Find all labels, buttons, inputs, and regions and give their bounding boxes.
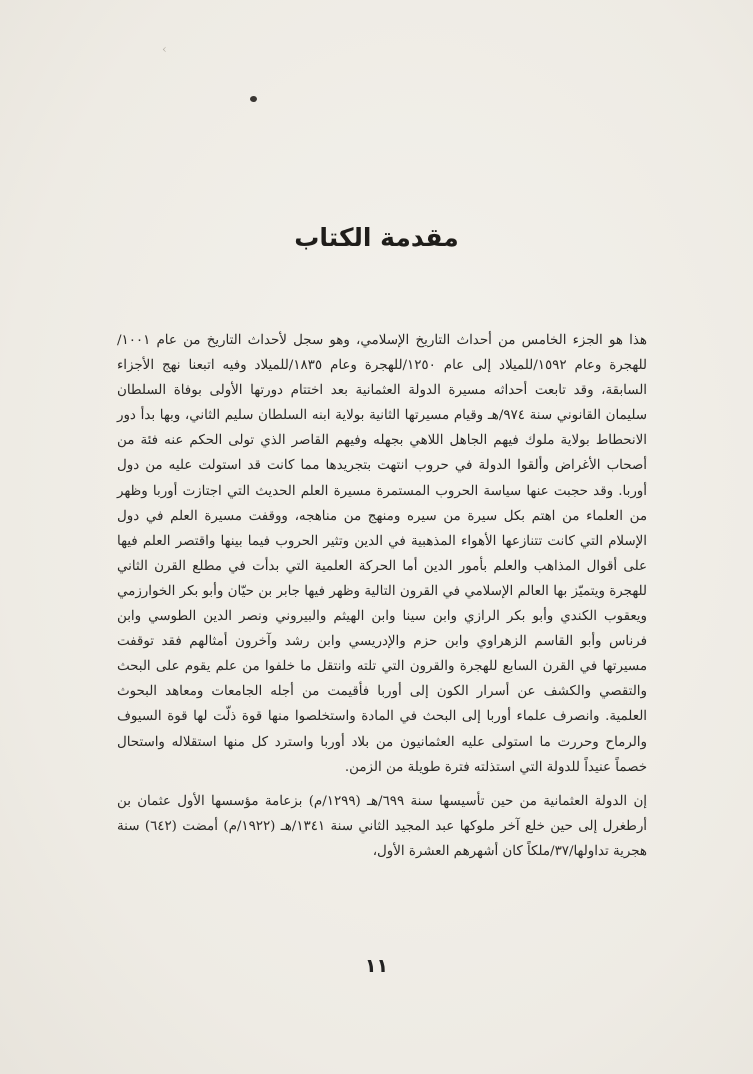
margin-mark: ‹ [162,42,167,56]
ink-dot [250,96,257,102]
body-text [117,328,647,864]
page-number: ١١ [364,955,389,977]
paragraph-2: إن الدولة العثمانية من حين تأسيسها سنة ٦٩٩/هـ (١٢٩٩/م) بزعامة مؤسسها الأول عثمان بن أرطغرل إلى حين خلع آخر ملوكها عبد المجيد الثاني سنة ١٣٤١/هـ (١٩٢٢/م) أمضت (٦٤٢) سنة هجرية تداولها/٣٧/ملكاً كان أشهرهم العشرة الأول، [117,793,648,859]
paragraph-1: هذا هو الجزء الخامس من أحداث التاريخ الإسلامي، وهو سجل لأحداث التاريخ من عام ١٠٠١/للهجرة وعام ١٥٩٢/للميلاد إلى عام ١٢٥٠/للهجرة وعام ١٨٣٥/للميلاد وفيه اتبعنا نهج الأجزاء السابقة، وقد تابعت أحداثه مسيرة الدولة العثمانية بعد اختتام دورتها الأولى بوفاة السلطان سليمان القانوني سنة ٩٧٤/هـ وقيام مسيرتها الثانية بولاية ابنه السلطان سليم الثاني، وبها بدأ دور الانحطاط بولاية ملوك فيهم الجاهل اللاهي بجهله وفيهم القاصر الذي تولى الحكم عنه فئة من أصحاب الأغراض وألقوا الدولة في حروب انتهت بتجريدها مما كانت قد استولت عليه من دول أوربا. وقد حجبت عنها سياسة الحروب المستمرة مسيرة العلم الحديث التي اجتازت أوربا وظهر من العلماء من اهتم بكل سيرة من سيره ومنهج من مناهجه، ووقفت مسيرة العلم في دول الإسلام التي كانت تتنازعها الأهواء المذهبية في الدين وتثير الحروب فيما بينها واقتصر العلم فيها على أقوال المذاهب والعلم بأمور الدين أما الحركة العلمية التي بدأت في مطلع القرن الثاني للهجرة ويتميّز بها العالم الإسلامي في القرون التالية وظهر فيها جابر بن حيّان وأبو بكر الخوارزمي ويعقوب الكندي وأبو بكر الرازي وابن سينا وابن الهيثم والبيروني ونصر الدين الطوسي وابن فرناس وأبو القاسم الزهراوي وابن حزم والإدريسي وابن رشد وآخرون أمثالهم فقد توقفت مسيرتها في القرن السابع للهجرة والقرون التي تلته وانتقل ما خلفوا من علم يقوم على البحث والتقصي والكشف عن أسرار الكون إلى أوربا فأقيمت من أجله الجامعات ومعاهد البحوث العلمية. وانصرف علماء أوربا إلى البحث في المادة واستخلصوا منها قوة ذلّت لها قوة السيوف والرماح وحررت ما استولى عليه العثمانيون من بلاد أوربا واسترد كل منها استقلاله واستحال خصماً عنيداً للدولة التي استذلته فترة طويلة من الزمن. [117,333,648,775]
chapter-title: مقدمة الكتاب [294,222,459,252]
